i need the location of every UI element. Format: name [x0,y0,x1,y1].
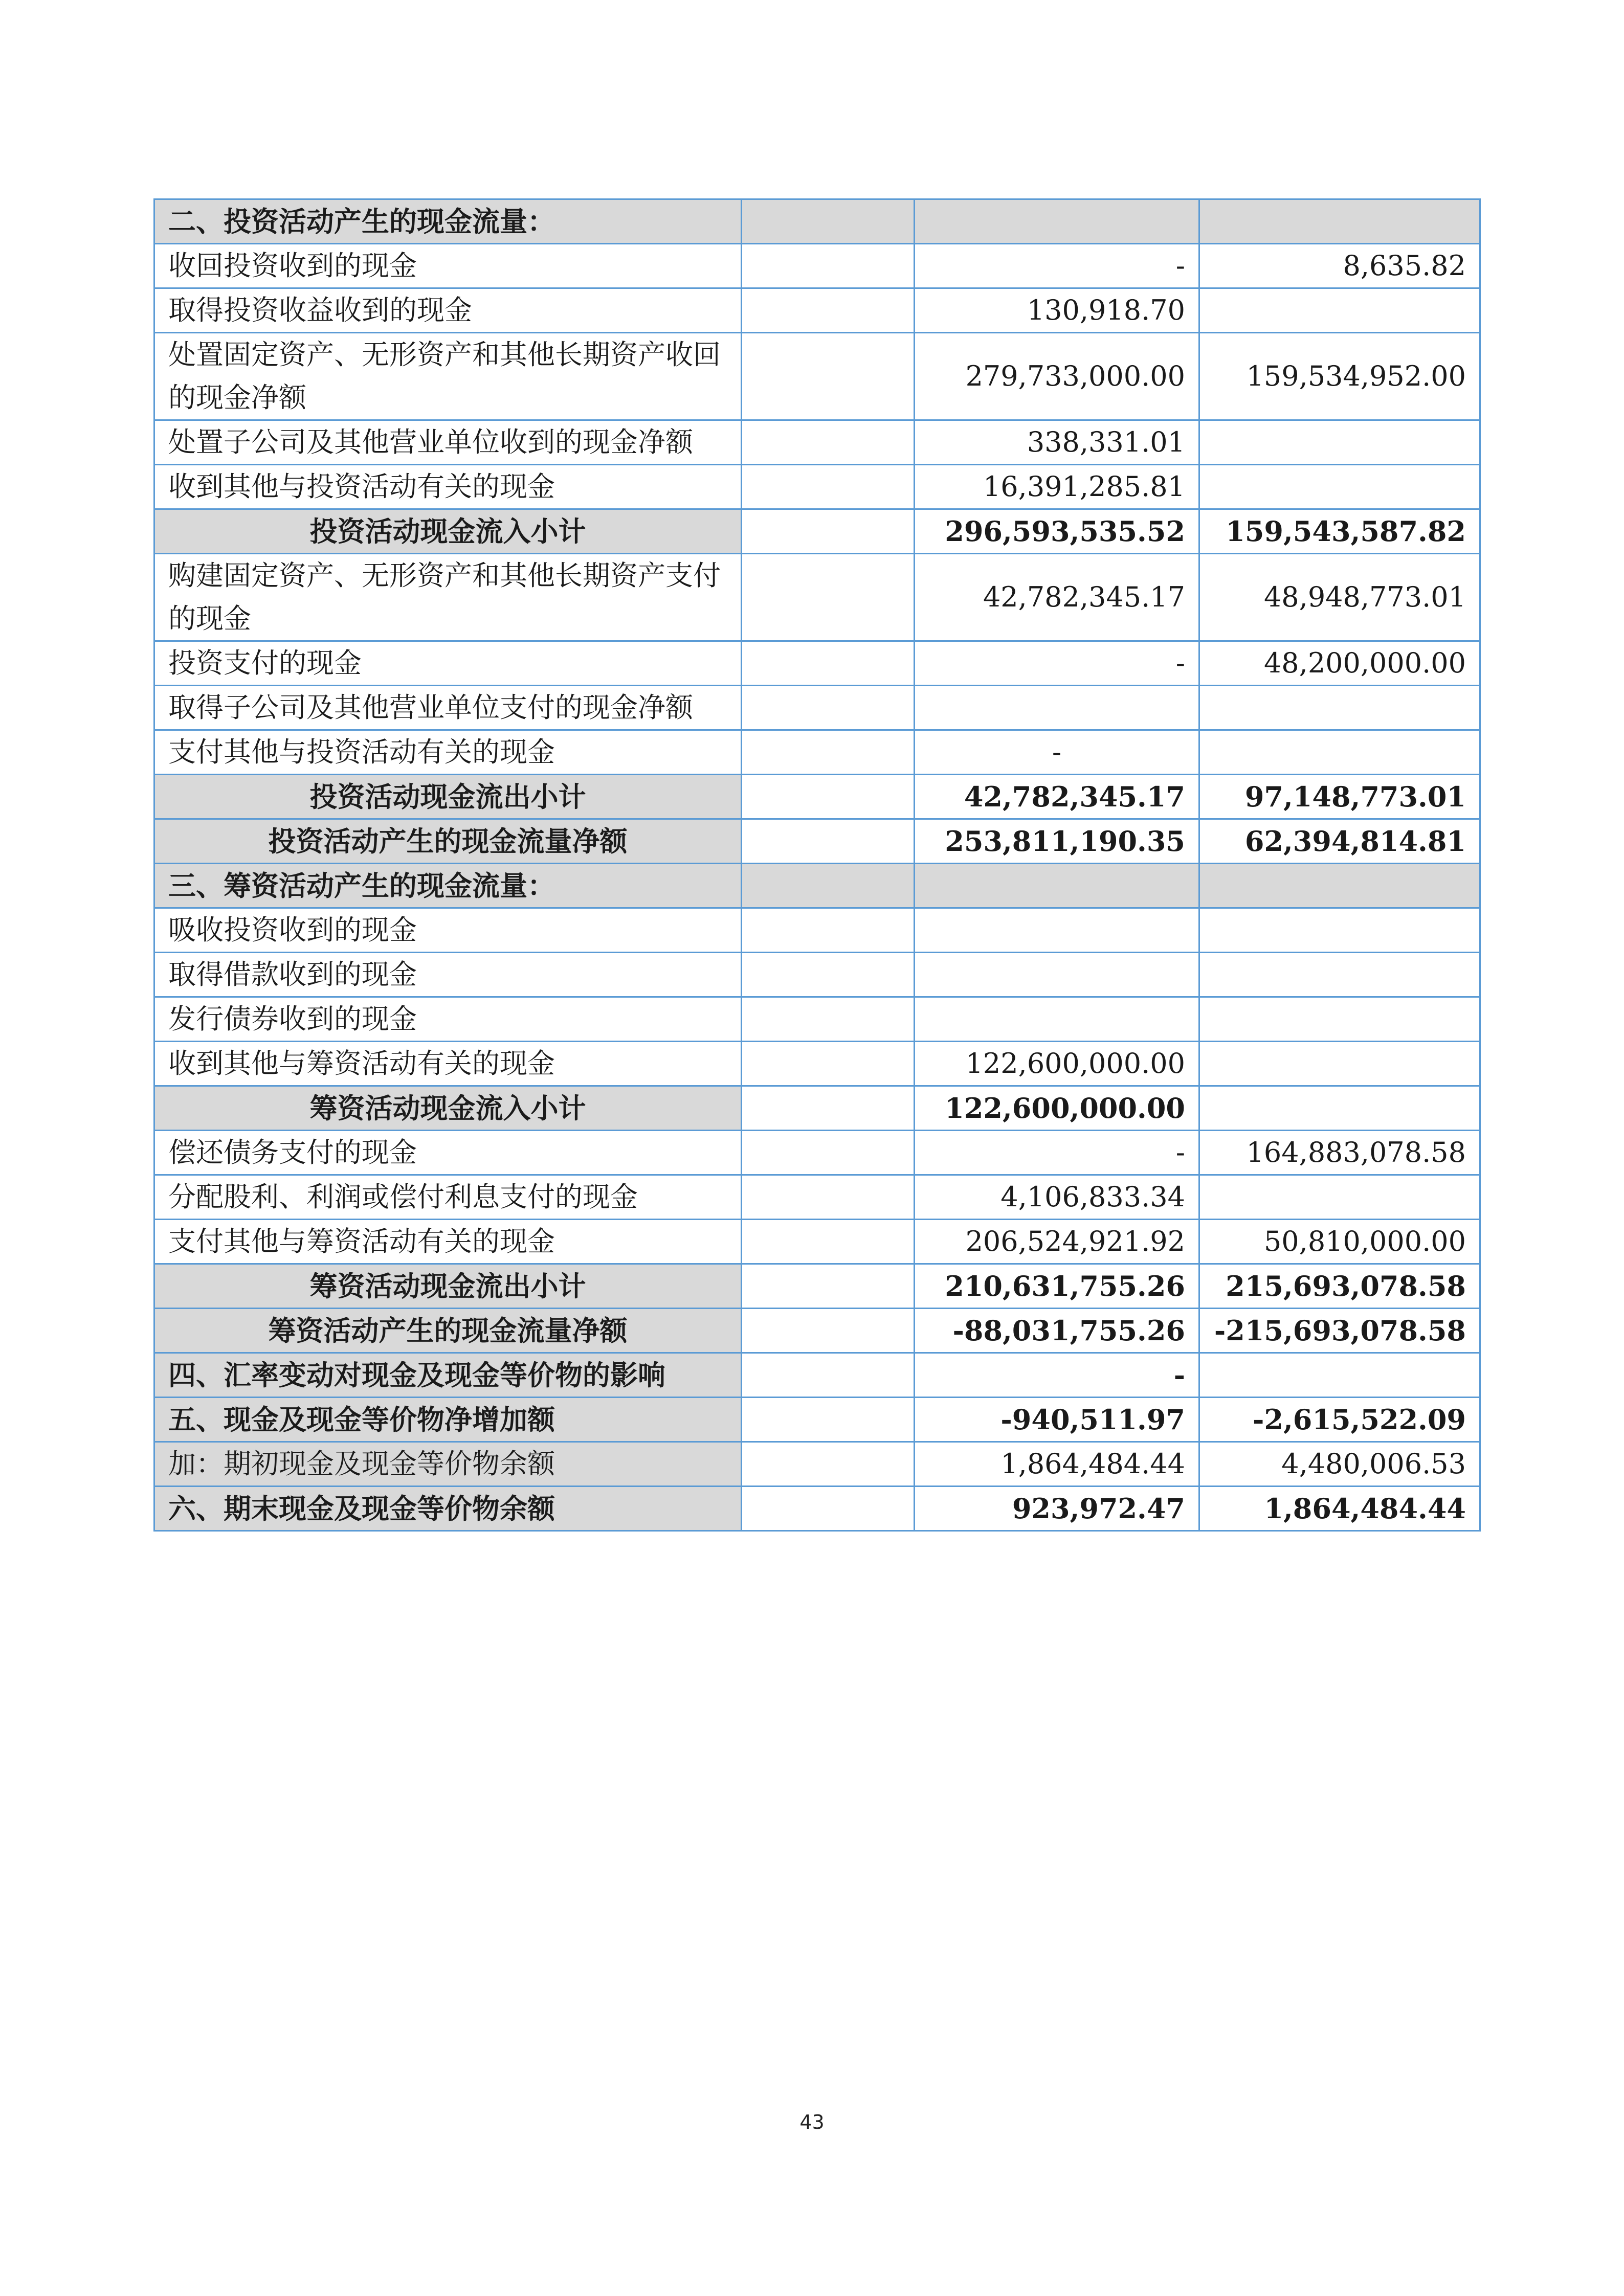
row-label: 支付其他与投资活动有关的现金 [154,730,742,775]
cash-flow-table [153,198,1481,1532]
note-cell [742,730,915,775]
table-row [154,1131,1480,1175]
table-row-section-investing [154,199,1480,244]
note-cell [742,641,915,686]
row-label: 发行债券收到的现金 [154,997,742,1042]
prior-period-cell: 164,883,078.58 [1199,1131,1480,1175]
note-cell [742,244,915,288]
note-cell [742,333,915,420]
prior-period-cell: 8,635.82 [1199,244,1480,288]
note-cell [742,288,915,333]
table-row [154,953,1480,997]
current-period-cell [915,686,1199,730]
row-label: 吸收投资收到的现金 [154,908,742,953]
row-label: 投资活动产生的现金流量净额 [154,819,742,864]
prior-period-cell [1199,465,1480,509]
row-label: 分配股利、利润或偿付利息支付的现金 [154,1175,742,1220]
current-period-cell: 923,972.47 [915,1487,1199,1531]
current-period-cell: 130,918.70 [915,288,1199,333]
table-row-exchange-effect [154,1353,1480,1398]
table-row-section-financing [154,864,1480,908]
table-row-closing-balance [154,1487,1480,1531]
prior-period-cell [1199,288,1480,333]
note-cell [742,1086,915,1131]
table-row [154,244,1480,288]
current-period-cell: 253,811,190.35 [915,819,1199,864]
current-period-cell [915,953,1199,997]
row-label: 支付其他与筹资活动有关的现金 [154,1220,742,1264]
prior-period-cell [1199,199,1480,244]
prior-period-cell [1199,953,1480,997]
note-cell [742,1442,915,1487]
current-period-cell: 279,733,000.00 [915,333,1199,420]
current-period-cell: - [915,244,1199,288]
table-row-subtotal [154,1086,1480,1131]
note-cell [742,953,915,997]
row-label: 投资活动现金流出小计 [154,775,742,819]
prior-period-cell [1199,864,1480,908]
table-row [154,420,1480,465]
current-period-cell [915,997,1199,1042]
current-period-cell: -88,031,755.26 [915,1309,1199,1353]
table-row-subtotal [154,775,1480,819]
note-cell [742,1353,915,1398]
current-period-cell: 16,391,285.81 [915,465,1199,509]
row-label: 五、现金及现金等价物净增加额 [154,1398,742,1442]
current-period-cell: 296,593,535.52 [915,509,1199,554]
current-period-cell: 338,331.01 [915,420,1199,465]
row-label: 收回投资收到的现金 [154,244,742,288]
table-row [154,1175,1480,1220]
table-row [154,1042,1480,1086]
current-period-cell: - [915,730,1199,775]
table-row [154,1220,1480,1264]
note-cell [742,509,915,554]
prior-period-cell: 4,480,006.53 [1199,1442,1480,1487]
table-row [154,730,1480,775]
prior-period-cell [1199,420,1480,465]
table-row [154,686,1480,730]
row-label: 筹资活动产生的现金流量净额 [154,1309,742,1353]
prior-period-cell: 50,810,000.00 [1199,1220,1480,1264]
note-cell [742,1175,915,1220]
row-label: 投资活动现金流入小计 [154,509,742,554]
prior-period-cell: 1,864,484.44 [1199,1487,1480,1531]
current-period-cell: 122,600,000.00 [915,1086,1199,1131]
note-cell [742,1264,915,1309]
row-label: 收到其他与筹资活动有关的现金 [154,1042,742,1086]
note-cell [742,819,915,864]
note-cell [742,864,915,908]
prior-period-cell: 215,693,078.58 [1199,1264,1480,1309]
table-row-subtotal [154,509,1480,554]
prior-period-cell [1199,1086,1480,1131]
prior-period-cell [1199,1353,1480,1398]
current-period-cell: 122,600,000.00 [915,1042,1199,1086]
row-label: 收到其他与投资活动有关的现金 [154,465,742,509]
row-label: 处置子公司及其他营业单位收到的现金净额 [154,420,742,465]
note-cell [742,997,915,1042]
note-cell [742,1487,915,1531]
table-row [154,997,1480,1042]
current-period-cell: 1,864,484.44 [915,1442,1199,1487]
note-cell [742,1131,915,1175]
row-label: 六、期末现金及现金等价物余额 [154,1487,742,1531]
note-cell [742,420,915,465]
prior-period-cell: 97,148,773.01 [1199,775,1480,819]
prior-period-cell [1199,730,1480,775]
note-cell [742,775,915,819]
note-cell [742,554,915,641]
note-cell [742,1398,915,1442]
page-number: 43 [799,2111,825,2133]
prior-period-cell [1199,686,1480,730]
row-label: 筹资活动现金流入小计 [154,1086,742,1131]
current-period-cell: - [915,641,1199,686]
table-row-subtotal [154,1264,1480,1309]
row-label: 取得子公司及其他营业单位支付的现金净额 [154,686,742,730]
current-period-cell: - [915,1353,1199,1398]
row-label: 投资支付的现金 [154,641,742,686]
note-cell [742,199,915,244]
current-period-cell: 206,524,921.92 [915,1220,1199,1264]
current-period-cell: 4,106,833.34 [915,1175,1199,1220]
row-label: 四、汇率变动对现金及现金等价物的影响 [154,1353,742,1398]
table-row-net [154,819,1480,864]
prior-period-cell: 48,200,000.00 [1199,641,1480,686]
prior-period-cell: 62,394,814.81 [1199,819,1480,864]
current-period-cell [915,864,1199,908]
row-label: 取得借款收到的现金 [154,953,742,997]
table-row [154,288,1480,333]
current-period-cell: - [915,1131,1199,1175]
current-period-cell: 210,631,755.26 [915,1264,1199,1309]
prior-period-cell: -215,693,078.58 [1199,1309,1480,1353]
current-period-cell: 42,782,345.17 [915,554,1199,641]
prior-period-cell [1199,1175,1480,1220]
prior-period-cell: 159,543,587.82 [1199,509,1480,554]
row-label: 筹资活动现金流出小计 [154,1264,742,1309]
note-cell [742,1309,915,1353]
table-row [154,908,1480,953]
prior-period-cell [1199,1042,1480,1086]
prior-period-cell [1199,997,1480,1042]
row-label: 购建固定资产、无形资产和其他长期资产支付的现金 [154,554,742,641]
row-label: 加：期初现金及现金等价物余额 [154,1442,742,1487]
row-label: 取得投资收益收到的现金 [154,288,742,333]
current-period-cell: -940,511.97 [915,1398,1199,1442]
prior-period-cell [1199,908,1480,953]
row-label: 偿还债务支付的现金 [154,1131,742,1175]
note-cell [742,908,915,953]
row-label: 三、筹资活动产生的现金流量： [154,864,742,908]
table-row [154,641,1480,686]
table-row [154,554,1480,641]
table-row-net-increase [154,1398,1480,1442]
note-cell [742,465,915,509]
table-row [154,333,1480,420]
prior-period-cell: 48,948,773.01 [1199,554,1480,641]
row-label: 二、投资活动产生的现金流量： [154,199,742,244]
prior-period-cell: 159,534,952.00 [1199,333,1480,420]
table-row [154,465,1480,509]
note-cell [742,1042,915,1086]
row-label: 处置固定资产、无形资产和其他长期资产收回的现金净额 [154,333,742,420]
current-period-cell [915,908,1199,953]
note-cell [742,1220,915,1264]
prior-period-cell: -2,615,522.09 [1199,1398,1480,1442]
table-row-net [154,1309,1480,1353]
current-period-cell [915,199,1199,244]
note-cell [742,686,915,730]
current-period-cell: 42,782,345.17 [915,775,1199,819]
table-row-opening-balance [154,1442,1480,1487]
